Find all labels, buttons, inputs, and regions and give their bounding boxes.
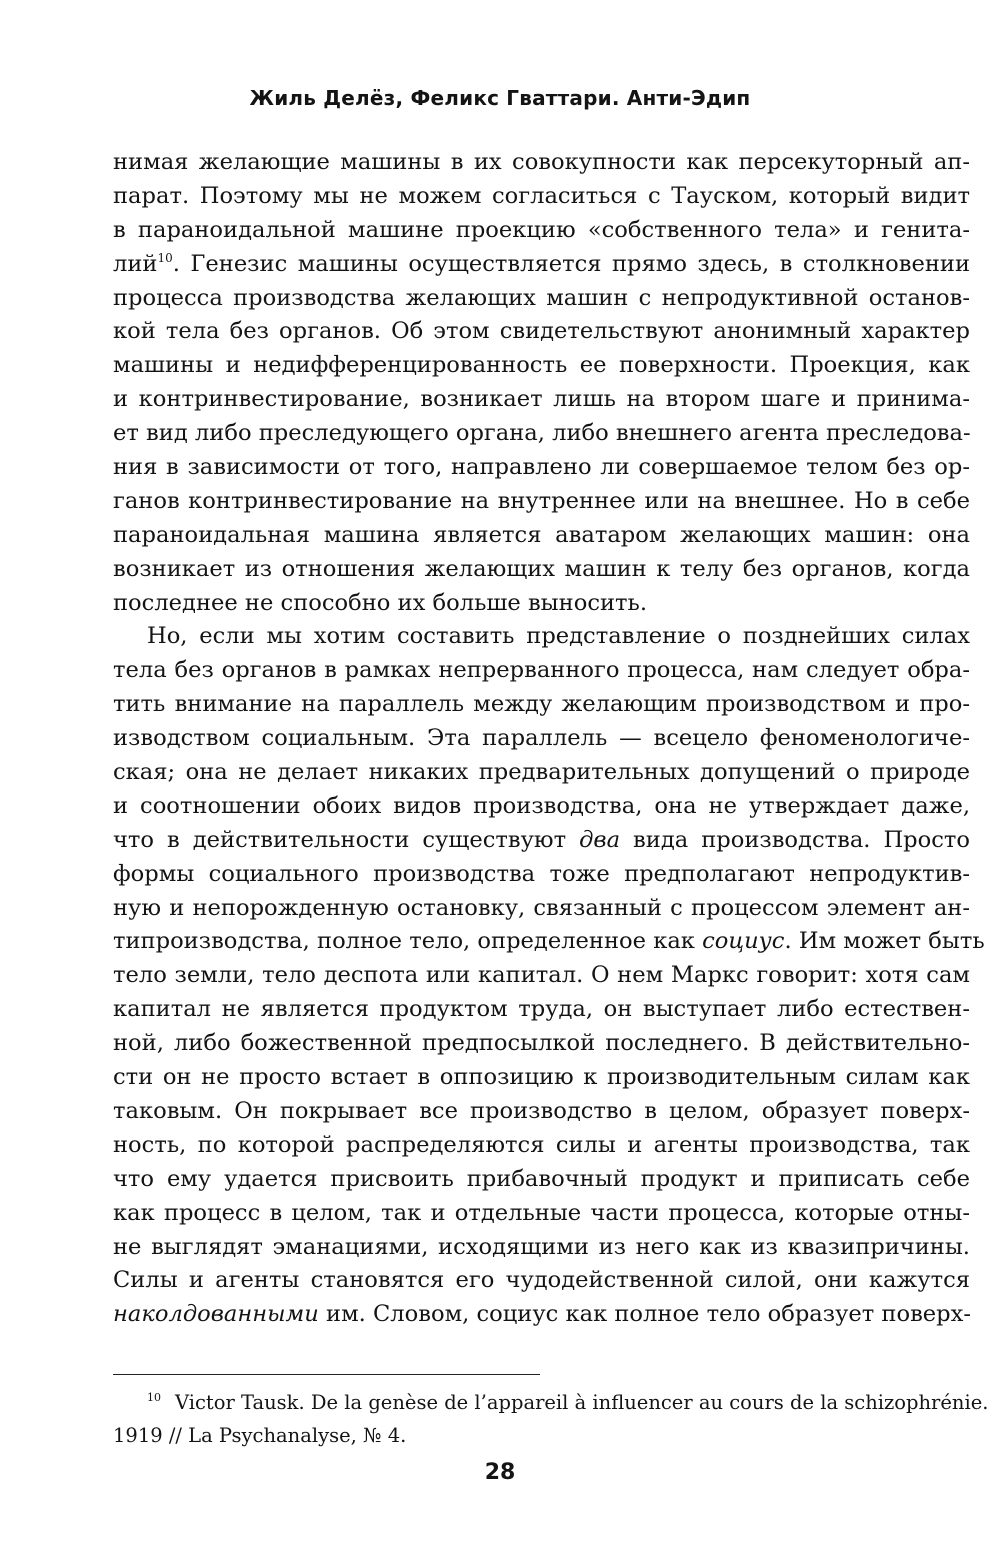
text-fragment: что в действительности существуют: [113, 826, 567, 853]
text-line: сти он не просто встает в оппозицию к производительным силам как: [113, 1064, 970, 1091]
text-line: ность, по которой распределяются силы и агенты производства, так: [113, 1131, 970, 1158]
paragraph-start-line: Но, если мы хотим составить представление о позднейших силах: [147, 623, 970, 650]
text-line: кой тела без органов. Об этом свидетельствуют анонимный характер: [113, 318, 970, 345]
footnote-reference[interactable]: 10: [157, 250, 173, 265]
text-line: ную и непорожденную остановку, связанный с процессом элемент ан-: [113, 894, 970, 921]
text-line: не выглядят эманациями, исходящими из него как из квазипричины.: [113, 1233, 970, 1260]
text-line: тела без органов в рамках непрерванного процесса, нам следует обра-: [113, 657, 970, 684]
text-line: параноидальная машина является аватаром желающих машин: она: [113, 521, 970, 548]
text-line: ния в зависимости от того, направлено ли совершаемое телом без ор-: [113, 454, 970, 481]
text-line: ганов контринвестирование на внутреннее или на внешнее. Но в себе: [113, 487, 970, 514]
text-line: последнее не способно их больше выносить.: [113, 589, 648, 616]
text-line: изводством социальным. Эта параллель — всецело феноменологиче-: [113, 725, 970, 752]
text-fragment: . Им может быть: [784, 928, 985, 955]
footnote: [113, 1386, 989, 1452]
text-line: [113, 925, 985, 959]
text-line: нимая желающие машины в их совокупности как персекуторный ап-: [113, 149, 970, 175]
main-text: [113, 146, 985, 1332]
text-line: процесса производства желающих машин с непродуктивной останов-: [113, 284, 970, 311]
text-line: и соотношении обоих видов производства, она не утверждает даже,: [113, 792, 970, 819]
text-line: ская; она не делает никаких предварительных допущений о природе: [113, 759, 970, 786]
text-line: тить внимание на параллель между желающим производством и про-: [113, 691, 970, 718]
text-line: машины и недифференцированность ее поверхности. Проекция, как: [113, 352, 970, 379]
page-number: 28: [484, 1460, 516, 1485]
text-line: парат. Поэтому мы не можем согласиться с Тауском, который видит: [113, 182, 970, 209]
footnote-line: 1919 // La Psychanalyse, № 4.: [113, 1424, 407, 1447]
text-line: [113, 824, 970, 858]
text-fragment: типроизводства, полное тело, определенное как: [113, 928, 695, 955]
text-line: в параноидальной машине проекцию «собственного тела» и генита-: [113, 216, 970, 243]
italic-term: наколдованными: [113, 1301, 319, 1328]
footnote-number: 10: [147, 1391, 161, 1404]
running-header: Жиль Делёз, Феликс Гваттари. Анти-Эдип: [249, 86, 751, 110]
footnote-divider: [113, 1374, 540, 1375]
text-line: тело земли, тело деспота или капитал. О нем Маркс говорит: хотя сам: [113, 962, 970, 989]
text-line: как процесс в целом, так и отдельные части процесса, которые отны-: [113, 1199, 970, 1226]
text-fragment: лий: [113, 250, 158, 277]
text-line: [113, 248, 970, 282]
text-line: таковым. Он покрывает все производство в целом, образует поверх-: [113, 1097, 970, 1124]
text-line: ет вид либо преследующего органа, либо внешнего агента преследова-: [113, 420, 971, 447]
text-line: Силы и агенты становятся его чудодейственной силой, они кажутся: [113, 1267, 970, 1294]
italic-term: два: [579, 826, 621, 853]
text-line: [113, 1298, 970, 1332]
text-line: ной, либо божественной предпосылкой последнего. В действительно-: [113, 1030, 970, 1057]
footnote-line: [113, 1386, 989, 1419]
footnote-text: Victor Tausk. De la genèse de l’appareil à influencer au cours de la schizophrénie.: [175, 1391, 989, 1414]
text-fragment: . Генезис машины осуществляется прямо здесь, в столкновении: [172, 250, 970, 277]
text-line: капитал не является продуктом труда, он выступает либо естествен-: [113, 996, 970, 1023]
text-line: и контринвестирование, возникает лишь на втором шаге и принима-: [113, 386, 970, 413]
text-line: что ему удается присвоить прибавочный продукт и приписать себе: [113, 1165, 970, 1192]
text-fragment: им. Словом, социус как полное тело образует поверх-: [318, 1301, 972, 1328]
italic-term: социус: [702, 928, 785, 955]
text-line: возникает из отношения желающих машин к телу без органов, когда: [113, 555, 970, 582]
text-line: формы социального производства тоже предполагают непродуктив-: [113, 860, 970, 887]
text-fragment: вида производства. Просто: [620, 826, 970, 853]
